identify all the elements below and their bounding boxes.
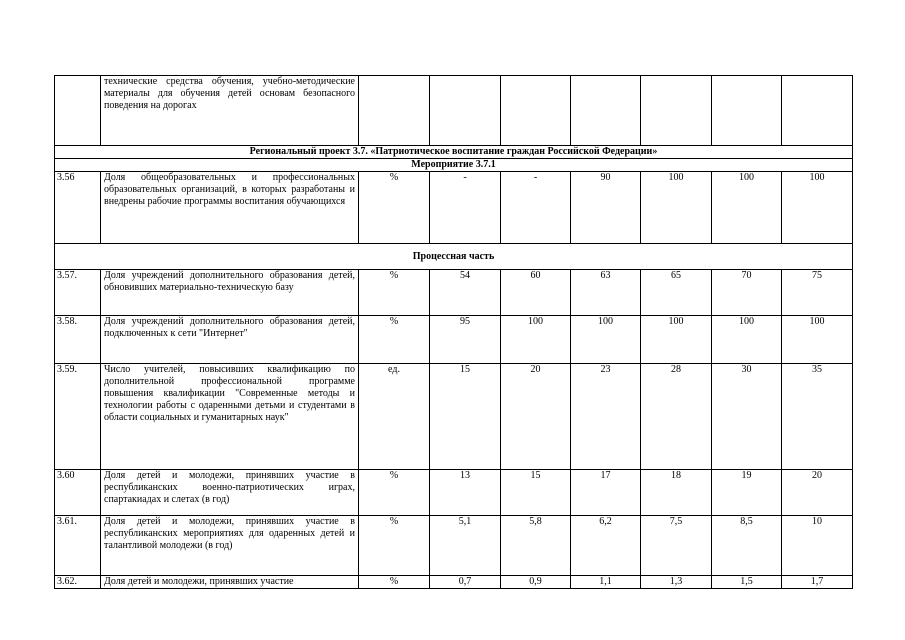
row-number: 3.62. bbox=[55, 576, 101, 589]
unit-cell: % bbox=[359, 516, 430, 576]
value-cell: 100 bbox=[782, 172, 853, 244]
project-header: Региональный проект 3.7. «Патриотическое воспитание граждан Российской Федерации» bbox=[55, 146, 853, 159]
value-cell: 5,8 bbox=[501, 516, 571, 576]
value-cell: 1,5 bbox=[712, 576, 782, 589]
value-cell: 1,7 bbox=[782, 576, 853, 589]
value-cell: 30 bbox=[712, 364, 782, 470]
unit-cell: % bbox=[359, 172, 430, 244]
table-row bbox=[55, 270, 853, 316]
value-cell: 35 bbox=[782, 364, 853, 470]
row-description: Доля учреждений дополнительного образования детей, подключенных к сети "Интернет" bbox=[101, 316, 359, 364]
row-number: 3.56 bbox=[55, 172, 101, 244]
cell bbox=[641, 76, 712, 146]
row-number: 3.59. bbox=[55, 364, 101, 470]
value-cell: 15 bbox=[430, 364, 501, 470]
table-row bbox=[55, 364, 853, 470]
value-cell: 100 bbox=[712, 172, 782, 244]
cell bbox=[782, 76, 853, 146]
value-cell: 28 bbox=[641, 364, 712, 470]
value-cell: 100 bbox=[571, 316, 641, 364]
table-row bbox=[55, 76, 853, 146]
table-row bbox=[55, 172, 853, 244]
value-cell: 54 bbox=[430, 270, 501, 316]
table-row bbox=[55, 316, 853, 364]
table-row bbox=[55, 516, 853, 576]
value-cell: 100 bbox=[712, 316, 782, 364]
value-cell: 100 bbox=[501, 316, 571, 364]
value-cell: 75 bbox=[782, 270, 853, 316]
value-cell: 5,1 bbox=[430, 516, 501, 576]
value-cell: 100 bbox=[782, 316, 853, 364]
row-description: технические средства обучения, учебно-методические материалы для обучения детей основам безопасного поведения на дорогах bbox=[101, 76, 359, 146]
value-cell: 70 bbox=[712, 270, 782, 316]
value-cell: 20 bbox=[501, 364, 571, 470]
cell bbox=[430, 76, 501, 146]
row-number bbox=[55, 76, 101, 146]
value-cell: 6,2 bbox=[571, 516, 641, 576]
value-cell: - bbox=[501, 172, 571, 244]
process-header: Процессная часть bbox=[55, 244, 853, 270]
row-description: Доля общеобразовательных и профессиональных образовательных организаций, в которых разработаны и внедрены рабочие программы воспитания обучающихся bbox=[101, 172, 359, 244]
value-cell: 1,1 bbox=[571, 576, 641, 589]
row-number: 3.57. bbox=[55, 270, 101, 316]
project-header-row bbox=[55, 146, 853, 159]
unit-cell: % bbox=[359, 316, 430, 364]
value-cell: 60 bbox=[501, 270, 571, 316]
value-cell: 13 bbox=[430, 470, 501, 516]
unit-cell: % bbox=[359, 576, 430, 589]
table-row bbox=[55, 470, 853, 516]
row-number: 3.60 bbox=[55, 470, 101, 516]
event-header: Мероприятие 3.7.1 bbox=[55, 159, 853, 172]
value-cell: 100 bbox=[641, 316, 712, 364]
table-body bbox=[55, 76, 853, 589]
value-cell: 8,5 bbox=[712, 516, 782, 576]
process-header-row bbox=[55, 244, 853, 270]
value-cell: 0,7 bbox=[430, 576, 501, 589]
value-cell: 19 bbox=[712, 470, 782, 516]
value-cell: 18 bbox=[641, 470, 712, 516]
value-cell: 10 bbox=[782, 516, 853, 576]
indicators-table bbox=[54, 75, 853, 589]
value-cell: 0,9 bbox=[501, 576, 571, 589]
unit-cell: ед. bbox=[359, 364, 430, 470]
value-cell: 100 bbox=[641, 172, 712, 244]
value-cell: - bbox=[430, 172, 501, 244]
value-cell: 95 bbox=[430, 316, 501, 364]
cell bbox=[571, 76, 641, 146]
cell bbox=[712, 76, 782, 146]
row-number: 3.58. bbox=[55, 316, 101, 364]
table-row bbox=[55, 576, 853, 589]
value-cell: 63 bbox=[571, 270, 641, 316]
row-description: Доля детей и молодежи, принявших участие bbox=[101, 576, 359, 589]
value-cell: 23 bbox=[571, 364, 641, 470]
row-description: Доля учреждений дополнительного образования детей, обновивших материально-техническую базу bbox=[101, 270, 359, 316]
value-cell: 17 bbox=[571, 470, 641, 516]
value-cell: 20 bbox=[782, 470, 853, 516]
value-cell: 90 bbox=[571, 172, 641, 244]
cell bbox=[359, 76, 430, 146]
row-number: 3.61. bbox=[55, 516, 101, 576]
value-cell: 7,5 bbox=[641, 516, 712, 576]
value-cell: 65 bbox=[641, 270, 712, 316]
unit-cell: % bbox=[359, 470, 430, 516]
unit-cell: % bbox=[359, 270, 430, 316]
cell bbox=[501, 76, 571, 146]
row-description: Доля детей и молодежи, принявших участие в республиканских военно-патриотических играх, спартакиадах и слетах (в год) bbox=[101, 470, 359, 516]
event-header-row bbox=[55, 159, 853, 172]
value-cell: 1,3 bbox=[641, 576, 712, 589]
row-description: Число учителей, повысивших квалификацию по дополнительной профессиональной программе повышения квалификации "Современные методы и технологии работы с одаренными детьми и студентами в области социальных и гуманитарных наук" bbox=[101, 364, 359, 470]
row-description: Доля детей и молодежи, принявших участие в республиканских мероприятиях для одаренных детей и талантливой молодежи (в год) bbox=[101, 516, 359, 576]
value-cell: 15 bbox=[501, 470, 571, 516]
